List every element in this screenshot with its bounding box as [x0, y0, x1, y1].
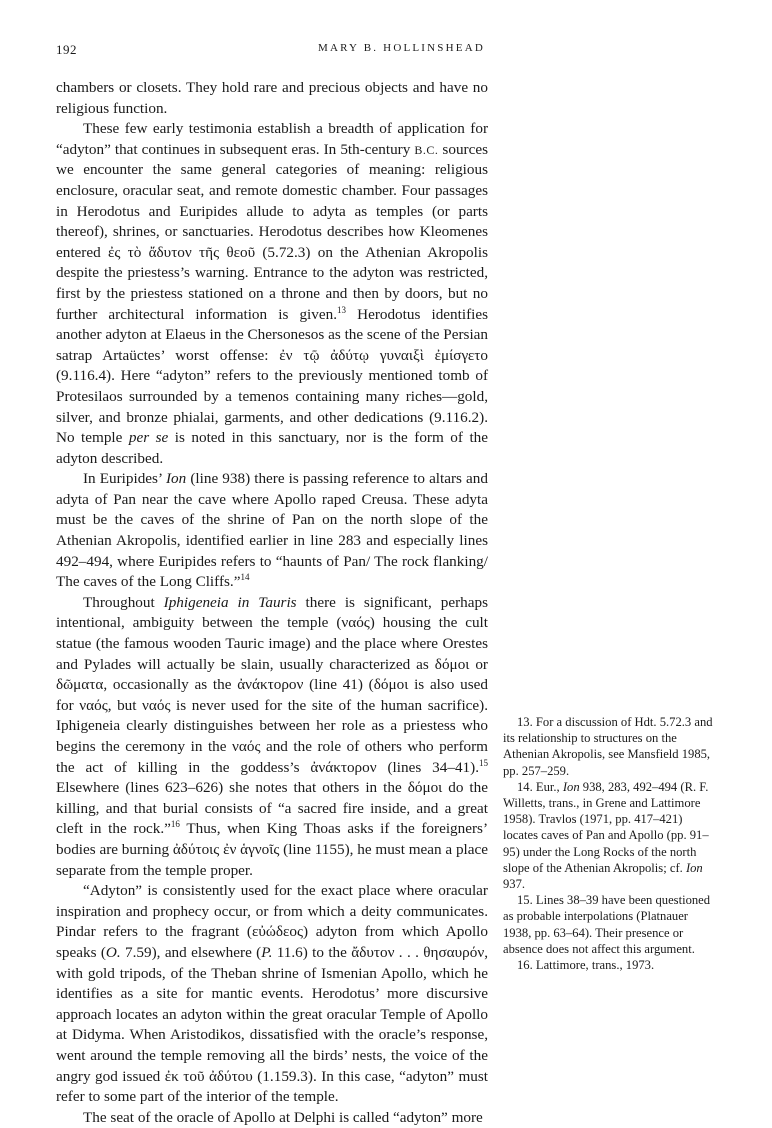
footnote-13: 13. For a discussion of Hdt. 5.72.3 and its relationship to structures on the Athenian Akropolis, see Mansfield 1985, pp. 257–259.	[503, 715, 713, 778]
paragraph-6: The seat of the oracle of Apollo at Delphi is called “adyton” more	[83, 1108, 483, 1126]
footnote-15: 15. Lines 38–39 have been questioned as probable interpolations (Platnauer 1938, pp. 63–64). Their presence or absence does not affect this argument.	[503, 893, 711, 956]
footnote-ref-16[interactable]: 16	[170, 819, 180, 830]
footnote-ref-15[interactable]: 15	[479, 757, 488, 768]
footnote-16: 16. Lattimore, trans., 1973.	[517, 958, 655, 973]
paragraph-1: chambers or closets. They hold rare and precious objects and have no religious function.	[56, 79, 488, 117]
paragraph-3: In Euripides’ Ion (line 938) there is passing reference to altars and adyta of Pan near the cave where Apollo raped Creusa. These adyta must be the caves of the shrine of Pan on the north slope of the Athenian Akropolis, identified earlier in line 283 and especially lines 492–494, where Euripides refers to “haunts of Pan/ The rock flanking/ The caves of the Long Cliffs.”$^{14}$	[56, 470, 488, 591]
paragraph-5: “Adyton” is consistently used for the exact place where oracular inspiration and prophecy occur, or from which a deity communicates. Pindar refers to the fragrant (εὐώδεος) adyton from which Apollo speaks (O. 7.59), and elsewhere (P. 11.6) to the ἄδυτον . . . θησαυρόν, with gold tripods, of the Theban shrine of Ismenian Apollo, which he identifies as a site for mantic events. Herodotus’ more discursive approach locates an adyton within the great oracular Temple of Apollo at Didyma. When Aristodikos, dissatisfied with the oracle’s response, went around the temple removing all the birds’ nests, the voice of the angry god issued ἐκ τοῦ ἀδύτου (1.159.3). In this case, “adyton” must refer to some part of the interior of the temple.	[56, 882, 488, 1106]
footnotes	[503, 714, 719, 973]
main-text	[56, 78, 488, 1128]
page-number: 192	[56, 42, 77, 57]
footnote-ref-14[interactable]: 14	[240, 572, 250, 583]
running-head: MARY B. HOLLINSHEAD	[318, 42, 485, 54]
footnote-14: 14. Eur., Ion 938, 283, 492–494 (R. F. Willetts, trans., in Grene and Lattimore 1958). Travlos (1971, pp. 417–421) locates caves of Pan and Apollo (pp. 91–95) under the Long Rocks of the north slope of the Athenian Akropolis; cf. Ion 937.	[503, 779, 709, 892]
footnote-ref-13[interactable]: 13	[337, 304, 346, 315]
paragraph-4: Throughout Iphigeneia in Tauris there is significant, perhaps intentional, ambiguity between the temple (ναός) housing the cult statue (the famous wooden Tauric image) and the place where Orestes and Pylades will actually be slain, usually characterized as δόμοι or δῶματα, occasionally as the ἀνάκτορον (line 41) (δόμοι is also used for ναός, but ναός is never used for the site of the human sacrifice). Iphigeneia clearly distinguishes between her role as a priestess who begins the ceremony in the ναός and the role of others who perform the act of killing in the goddess’s ἀνάκτορον (lines 34–41).$^{15}$ Elsewhere (lines 623–626) she notes that others in the δόμοι do the killing, and that burial consists of “a sacred fire inside, and a great cleft in the rock.”$^{16}$ Thus, when King Thoas asks if the foreigners’ bodies are burning ἀδύτοις ἐν ἁγνοῖς (line 1155), he must mean a place separate from the temple proper.	[56, 593, 488, 879]
paragraph-2: These few early testimonia establish a breadth of application for “adyton” that continues in subsequent eras. In 5th-century B.C. sources we encounter the same general categories of meaning: religious enclosure, oracular seat, and remote domestic chamber. Four passages in Herodotus and Euripides allude to adyta as temples (or parts thereof), shrines, or sanctuaries. Herodotus describes how Kleomenes entered ἐς τὸ ἄδυτον τῆς θεοῦ (5.72.3) on the Athenian Akropolis despite the priestess’s warning. Entrance to the adyton was restricted, first by the priestess stationed on a throne and then by doors, but no further architectural information is given.$^{13}$ Herodotus identifies another adyton at Elaeus in the Chersonesos as the scene of the Persian satrap Artaüctes’ worst offense: ἐν τῷ ἀδύτῳ γυναιξὶ ἐμίσγετο (9.116.4). Here “adyton” refers to the previously mentioned tomb of Protesilaos surrounded by a temenos containing many riches—gold, silver, and bronze phialai, garments, and other dedications (9.116.2). No temple per se is noted in this sanctuary, nor is the form of the adyton described.	[56, 120, 488, 467]
